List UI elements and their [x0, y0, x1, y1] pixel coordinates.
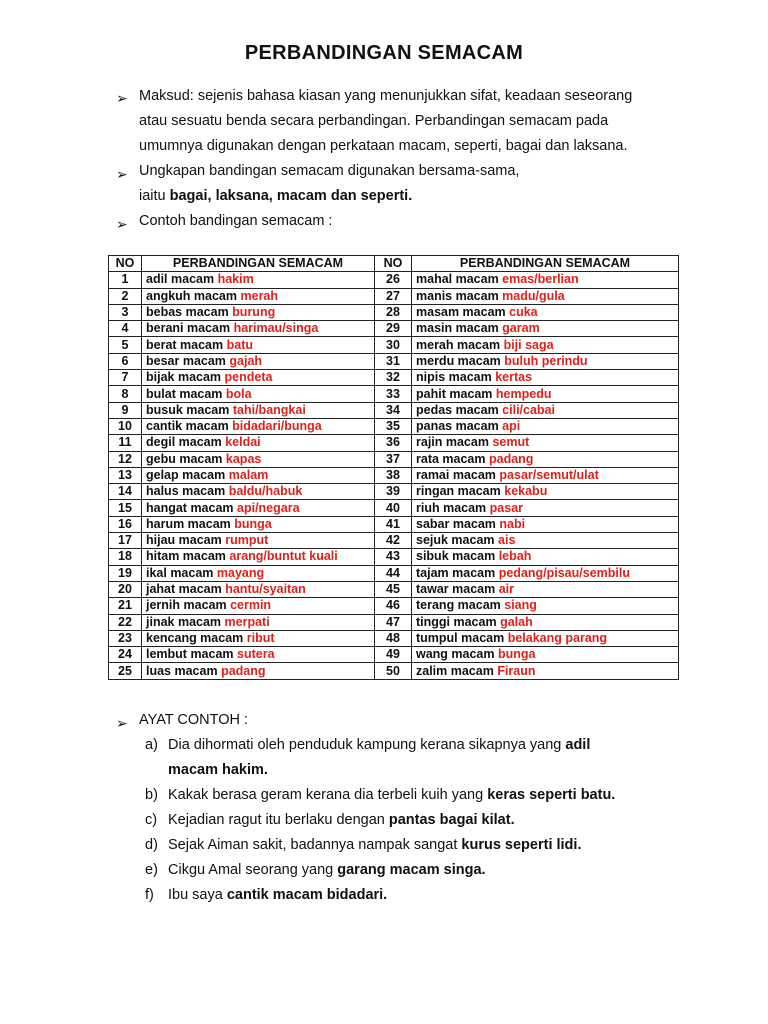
- row-number: 46: [375, 598, 412, 614]
- row-number: 36: [375, 435, 412, 451]
- phrase-cell: [412, 500, 679, 516]
- phrase-comparison: arang/buntut kuali: [229, 549, 338, 564]
- row-number: 49: [375, 647, 412, 663]
- phrase-comparison: kertas: [495, 370, 533, 385]
- phrase-base: angkuh macam: [146, 288, 238, 303]
- phrase-cell: [142, 353, 375, 369]
- table-row: [109, 321, 679, 337]
- phrase-base: tajam macam: [416, 565, 496, 580]
- table-row: [109, 288, 679, 304]
- phrase-cell: [412, 647, 679, 663]
- example-text: Cikgu Amal seorang yang: [168, 862, 338, 878]
- row-number: 17: [109, 533, 142, 549]
- phrase-comparison: ribut: [246, 630, 275, 645]
- row-number: 24: [109, 647, 142, 663]
- example-label: d): [145, 837, 158, 853]
- phrase-base: berat macam: [146, 337, 224, 352]
- phrase-comparison: ais: [498, 533, 516, 548]
- phrase-base: gebu macam: [146, 451, 223, 466]
- example-label: a): [145, 737, 158, 753]
- table-row: [109, 533, 679, 549]
- ungkapan-line-2: [139, 184, 412, 209]
- example-bold: cantik macam bidadari.: [226, 887, 388, 903]
- row-number: 6: [109, 353, 142, 369]
- table-row: [109, 418, 679, 434]
- phrase-base: masin macam: [416, 321, 499, 336]
- row-number: 38: [375, 467, 412, 483]
- phrase-base: kencang macam: [146, 630, 244, 645]
- row-number: 29: [375, 321, 412, 337]
- row-number: 7: [109, 370, 142, 386]
- phrase-cell: [412, 533, 679, 549]
- example-e: [168, 858, 688, 883]
- phrase-cell: [412, 630, 679, 646]
- row-number: 22: [109, 614, 142, 630]
- phrase-cell: [412, 451, 679, 467]
- phrase-cell: [412, 467, 679, 483]
- phrase-base: berani macam: [146, 321, 231, 336]
- phrase-comparison: pendeta: [224, 370, 273, 385]
- phrase-comparison: galah: [500, 614, 533, 629]
- row-number: 48: [375, 630, 412, 646]
- phrase-cell: [412, 402, 679, 418]
- row-number: 37: [375, 451, 412, 467]
- phrase-base: manis macam: [416, 288, 499, 303]
- header-perbandingan: PERBANDINGAN SEMACAM: [412, 256, 679, 272]
- phrase-base: rajin macam: [416, 435, 489, 450]
- phrase-comparison: api/negara: [237, 500, 300, 515]
- phrase-base: jernih macam: [146, 598, 227, 613]
- phrase-comparison: padang: [488, 451, 534, 466]
- row-number: 18: [109, 549, 142, 565]
- phrase-base: ikal macam: [146, 565, 214, 580]
- maksud-line: umumnya digunakan dengan perkataan macam, seperti, bagai dan laksana.: [139, 138, 628, 154]
- phrase-comparison: kapas: [225, 451, 262, 466]
- phrase-comparison: air: [498, 582, 514, 597]
- phrase-base: wang macam: [416, 647, 495, 662]
- row-number: 27: [375, 288, 412, 304]
- table-row: [109, 304, 679, 320]
- row-number: 25: [109, 663, 142, 679]
- phrase-comparison: madu/gula: [502, 288, 565, 303]
- example-a: [168, 733, 688, 783]
- phrase-comparison: pasar: [489, 500, 524, 515]
- example-text: Kakak berasa geram kerana dia terbeli kuih yang: [168, 787, 488, 803]
- phrase-base: jinak macam: [146, 614, 222, 629]
- row-number: 31: [375, 353, 412, 369]
- page-title: PERBANDINGAN SEMACAM: [244, 42, 524, 64]
- example-text: Sejak Aiman sakit, badannya nampak sangat: [168, 837, 462, 853]
- phrase-cell: [142, 663, 375, 679]
- phrase-cell: [142, 370, 375, 386]
- phrase-cell: [142, 467, 375, 483]
- row-number: 28: [375, 304, 412, 320]
- row-number: 4: [109, 321, 142, 337]
- row-number: 35: [375, 418, 412, 434]
- example-text: Dia dihormati oleh penduduk kampung kerana sikapnya yang: [168, 737, 566, 753]
- phrase-comparison: mayang: [216, 565, 265, 580]
- phrase-comparison: cili/cabai: [502, 402, 555, 417]
- phrase-cell: [412, 549, 679, 565]
- phrase-comparison: emas/berlian: [502, 272, 579, 287]
- example-label: b): [145, 787, 158, 803]
- phrase-base: merah macam: [416, 337, 501, 352]
- table-row: [109, 598, 679, 614]
- phrase-cell: [142, 402, 375, 418]
- phrase-comparison: hantu/syaitan: [225, 582, 306, 597]
- phrase-base: sejuk macam: [416, 533, 495, 548]
- phrase-cell: [142, 598, 375, 614]
- example-bold: adil: [565, 737, 591, 753]
- phrase-comparison: nabi: [499, 516, 526, 531]
- bullet-arrow-icon: ➢: [116, 90, 128, 106]
- table-body: [109, 272, 679, 679]
- phrase-base: panas macam: [416, 419, 499, 434]
- phrase-base: rata macam: [416, 451, 486, 466]
- row-number: 10: [109, 418, 142, 434]
- phrase-base: mahal macam: [416, 272, 499, 287]
- phrase-comparison: gajah: [229, 353, 263, 368]
- phrase-base: nipis macam: [416, 370, 492, 385]
- example-d: [168, 833, 688, 858]
- ungkapan-bold: bagai, laksana, macam dan seperti.: [169, 188, 413, 204]
- phrase-comparison: sutera: [237, 647, 275, 662]
- table-row: [109, 549, 679, 565]
- bullet-arrow-icon: ➢: [116, 166, 128, 182]
- phrase-base: degil macam: [146, 435, 222, 450]
- table-row: [109, 647, 679, 663]
- table-row: [109, 337, 679, 353]
- phrase-comparison: hempedu: [495, 386, 552, 401]
- phrase-comparison: merpati: [224, 614, 270, 629]
- row-number: 9: [109, 402, 142, 418]
- row-number: 40: [375, 500, 412, 516]
- phrase-base: adil macam: [146, 272, 215, 287]
- phrase-cell: [142, 500, 375, 516]
- phrase-base: merdu macam: [416, 353, 501, 368]
- row-number: 26: [375, 272, 412, 288]
- comparison-table: [108, 255, 679, 680]
- phrase-base: bulat macam: [146, 386, 223, 401]
- phrase-cell: [412, 565, 679, 581]
- phrase-comparison: malam: [228, 468, 269, 482]
- phrase-base: pahit macam: [416, 386, 493, 401]
- phrase-cell: [142, 647, 375, 663]
- phrase-base: sibuk macam: [416, 549, 496, 564]
- phrase-cell: [142, 451, 375, 467]
- phrase-cell: [142, 614, 375, 630]
- phrase-comparison: biji saga: [503, 337, 554, 352]
- example-bold: kurus seperti lidi.: [461, 837, 582, 853]
- table-row: [109, 516, 679, 532]
- phrase-comparison: keldai: [225, 435, 261, 450]
- phrase-comparison: belakang parang: [507, 630, 608, 645]
- phrase-comparison: burung: [232, 305, 276, 320]
- phrase-cell: [412, 435, 679, 451]
- example-text: Kejadian ragut itu berlaku dengan: [168, 812, 389, 828]
- phrase-base: luas macam: [146, 663, 218, 678]
- phrase-base: tumpul macam: [416, 630, 505, 645]
- example-label: e): [145, 862, 158, 878]
- phrase-base: hijau macam: [146, 533, 222, 548]
- phrase-cell: [412, 288, 679, 304]
- row-number: 43: [375, 549, 412, 565]
- example-c: [168, 808, 688, 833]
- phrase-base: sabar macam: [416, 516, 496, 531]
- phrase-base: tinggi macam: [416, 614, 497, 629]
- phrase-cell: [412, 386, 679, 402]
- example-bold-line2: macam hakim.: [168, 762, 268, 778]
- maksud-line: atau sesuatu benda secara perbandingan. Perbandingan semacam pada: [139, 113, 609, 129]
- phrase-cell: [412, 598, 679, 614]
- row-number: 13: [109, 467, 142, 483]
- phrase-cell: [142, 565, 375, 581]
- phrase-comparison: bidadari/bunga: [232, 419, 322, 434]
- phrase-comparison: garam: [502, 321, 540, 336]
- example-f: [168, 883, 688, 908]
- table-row: [109, 663, 679, 679]
- phrase-base: masam macam: [416, 305, 506, 320]
- table-row: [109, 370, 679, 386]
- header-no: NO: [375, 256, 412, 272]
- row-number: 21: [109, 598, 142, 614]
- phrase-cell: [412, 484, 679, 500]
- table-row: [109, 386, 679, 402]
- phrase-base: busuk macam: [146, 402, 230, 417]
- phrase-cell: [412, 418, 679, 434]
- phrase-cell: [412, 321, 679, 337]
- phrase-cell: [412, 353, 679, 369]
- phrase-comparison: bola: [225, 386, 252, 401]
- maksud-line: Maksud: sejenis bahasa kiasan yang menunjukkan sifat, keadaan seseorang: [139, 88, 633, 104]
- phrase-comparison: cuka: [509, 305, 538, 320]
- phrase-base: cantik macam: [146, 419, 229, 434]
- row-number: 47: [375, 614, 412, 630]
- bullet-arrow-icon: ➢: [116, 216, 128, 232]
- phrase-base: bebas macam: [146, 305, 229, 320]
- phrase-cell: [142, 337, 375, 353]
- header-no: NO: [109, 256, 142, 272]
- row-number: 19: [109, 565, 142, 581]
- example-label: f): [145, 887, 154, 903]
- phrase-cell: [142, 272, 375, 288]
- phrase-cell: [142, 386, 375, 402]
- example-bold: pantas bagai kilat.: [388, 812, 515, 828]
- row-number: 2: [109, 288, 142, 304]
- phrase-cell: [142, 533, 375, 549]
- row-number: 39: [375, 484, 412, 500]
- phrase-cell: [412, 272, 679, 288]
- row-number: 8: [109, 386, 142, 402]
- phrase-cell: [412, 663, 679, 679]
- phrase-base: zalim macam: [416, 663, 494, 678]
- row-number: 16: [109, 516, 142, 532]
- phrase-base: riuh macam: [416, 500, 487, 515]
- phrase-comparison: baldu/habuk: [228, 484, 303, 499]
- contoh-heading: Contoh bandingan semacam :: [139, 213, 333, 229]
- table-row: [109, 614, 679, 630]
- ungkapan-line: Ungkapan bandingan semacam digunakan bersama-sama,: [139, 163, 520, 179]
- table-row: [109, 467, 679, 483]
- row-number: 23: [109, 630, 142, 646]
- table-row: [109, 435, 679, 451]
- row-number: 44: [375, 565, 412, 581]
- phrase-cell: [142, 304, 375, 320]
- phrase-comparison: batu: [226, 337, 253, 352]
- phrase-comparison: semut: [492, 435, 530, 450]
- phrase-base: pedas macam: [416, 402, 499, 417]
- phrase-cell: [412, 516, 679, 532]
- phrase-cell: [142, 484, 375, 500]
- phrase-comparison: tahi/bangkai: [232, 402, 306, 417]
- phrase-cell: [142, 288, 375, 304]
- phrase-comparison: bunga: [234, 516, 272, 531]
- table-row: [109, 581, 679, 597]
- phrase-cell: [142, 549, 375, 565]
- phrase-comparison: Firaun: [497, 663, 536, 678]
- phrase-comparison: pasar/semut/ulat: [499, 468, 599, 482]
- phrase-base: jahat macam: [146, 582, 222, 597]
- phrase-comparison: merah: [240, 288, 279, 303]
- phrase-cell: [142, 630, 375, 646]
- phrase-cell: [412, 337, 679, 353]
- phrase-comparison: lebah: [498, 549, 532, 564]
- examples-heading: AYAT CONTOH :: [139, 712, 249, 728]
- row-number: 11: [109, 435, 142, 451]
- table-row: [109, 353, 679, 369]
- phrase-comparison: kekabu: [504, 484, 548, 499]
- example-bold: garang macam singa.: [337, 862, 486, 878]
- example-text: Ibu saya: [168, 887, 227, 903]
- phrase-cell: [142, 418, 375, 434]
- row-number: 20: [109, 581, 142, 597]
- maksud-paragraph: [139, 84, 699, 159]
- phrase-base: besar macam: [146, 353, 226, 368]
- row-number: 45: [375, 581, 412, 597]
- row-number: 32: [375, 370, 412, 386]
- row-number: 30: [375, 337, 412, 353]
- phrase-base: lembut macam: [146, 647, 234, 662]
- bullet-arrow-icon: ➢: [116, 715, 128, 731]
- row-number: 50: [375, 663, 412, 679]
- phrase-base: tawar macam: [416, 582, 496, 597]
- phrase-cell: [412, 581, 679, 597]
- row-number: 3: [109, 304, 142, 320]
- phrase-comparison: buluh perindu: [504, 353, 588, 368]
- phrase-comparison: api: [502, 419, 521, 434]
- example-bold: keras seperti batu.: [487, 787, 616, 803]
- phrase-cell: [142, 516, 375, 532]
- row-number: 5: [109, 337, 142, 353]
- phrase-base: terang macam: [416, 598, 501, 613]
- row-number: 15: [109, 500, 142, 516]
- table-row: [109, 630, 679, 646]
- ungkapan-prefix: iaitu: [139, 188, 170, 204]
- row-number: 34: [375, 402, 412, 418]
- table-row: [109, 500, 679, 516]
- row-number: 42: [375, 533, 412, 549]
- row-number: 33: [375, 386, 412, 402]
- phrase-base: hitam macam: [146, 549, 226, 564]
- phrase-base: bijak macam: [146, 370, 222, 385]
- phrase-comparison: pedang/pisau/sembilu: [498, 565, 630, 580]
- row-number: 14: [109, 484, 142, 500]
- table-row: [109, 451, 679, 467]
- phrase-comparison: hakim: [217, 272, 254, 287]
- phrase-cell: [412, 614, 679, 630]
- phrase-comparison: siang: [504, 598, 537, 613]
- phrase-cell: [142, 581, 375, 597]
- table-row: [109, 565, 679, 581]
- row-number: 1: [109, 272, 142, 288]
- example-label: c): [145, 812, 158, 828]
- table-header-row: [109, 256, 679, 272]
- example-b: [168, 783, 688, 808]
- phrase-base: gelap macam: [146, 468, 226, 482]
- phrase-cell: [412, 304, 679, 320]
- phrase-comparison: rumput: [225, 533, 269, 548]
- table-row: [109, 402, 679, 418]
- phrase-comparison: harimau/singa: [233, 321, 319, 336]
- phrase-base: halus macam: [146, 484, 226, 499]
- phrase-base: ringan macam: [416, 484, 501, 499]
- table-row: [109, 484, 679, 500]
- row-number: 41: [375, 516, 412, 532]
- header-perbandingan: PERBANDINGAN SEMACAM: [142, 256, 375, 272]
- phrase-comparison: cermin: [230, 598, 272, 613]
- phrase-cell: [142, 435, 375, 451]
- phrase-cell: [412, 370, 679, 386]
- phrase-base: ramai macam: [416, 468, 496, 482]
- phrase-base: harum macam: [146, 516, 231, 531]
- row-number: 12: [109, 451, 142, 467]
- phrase-base: hangat macam: [146, 500, 234, 515]
- phrase-cell: [142, 321, 375, 337]
- table-row: [109, 272, 679, 288]
- phrase-comparison: padang: [221, 663, 266, 678]
- phrase-comparison: bunga: [498, 647, 536, 662]
